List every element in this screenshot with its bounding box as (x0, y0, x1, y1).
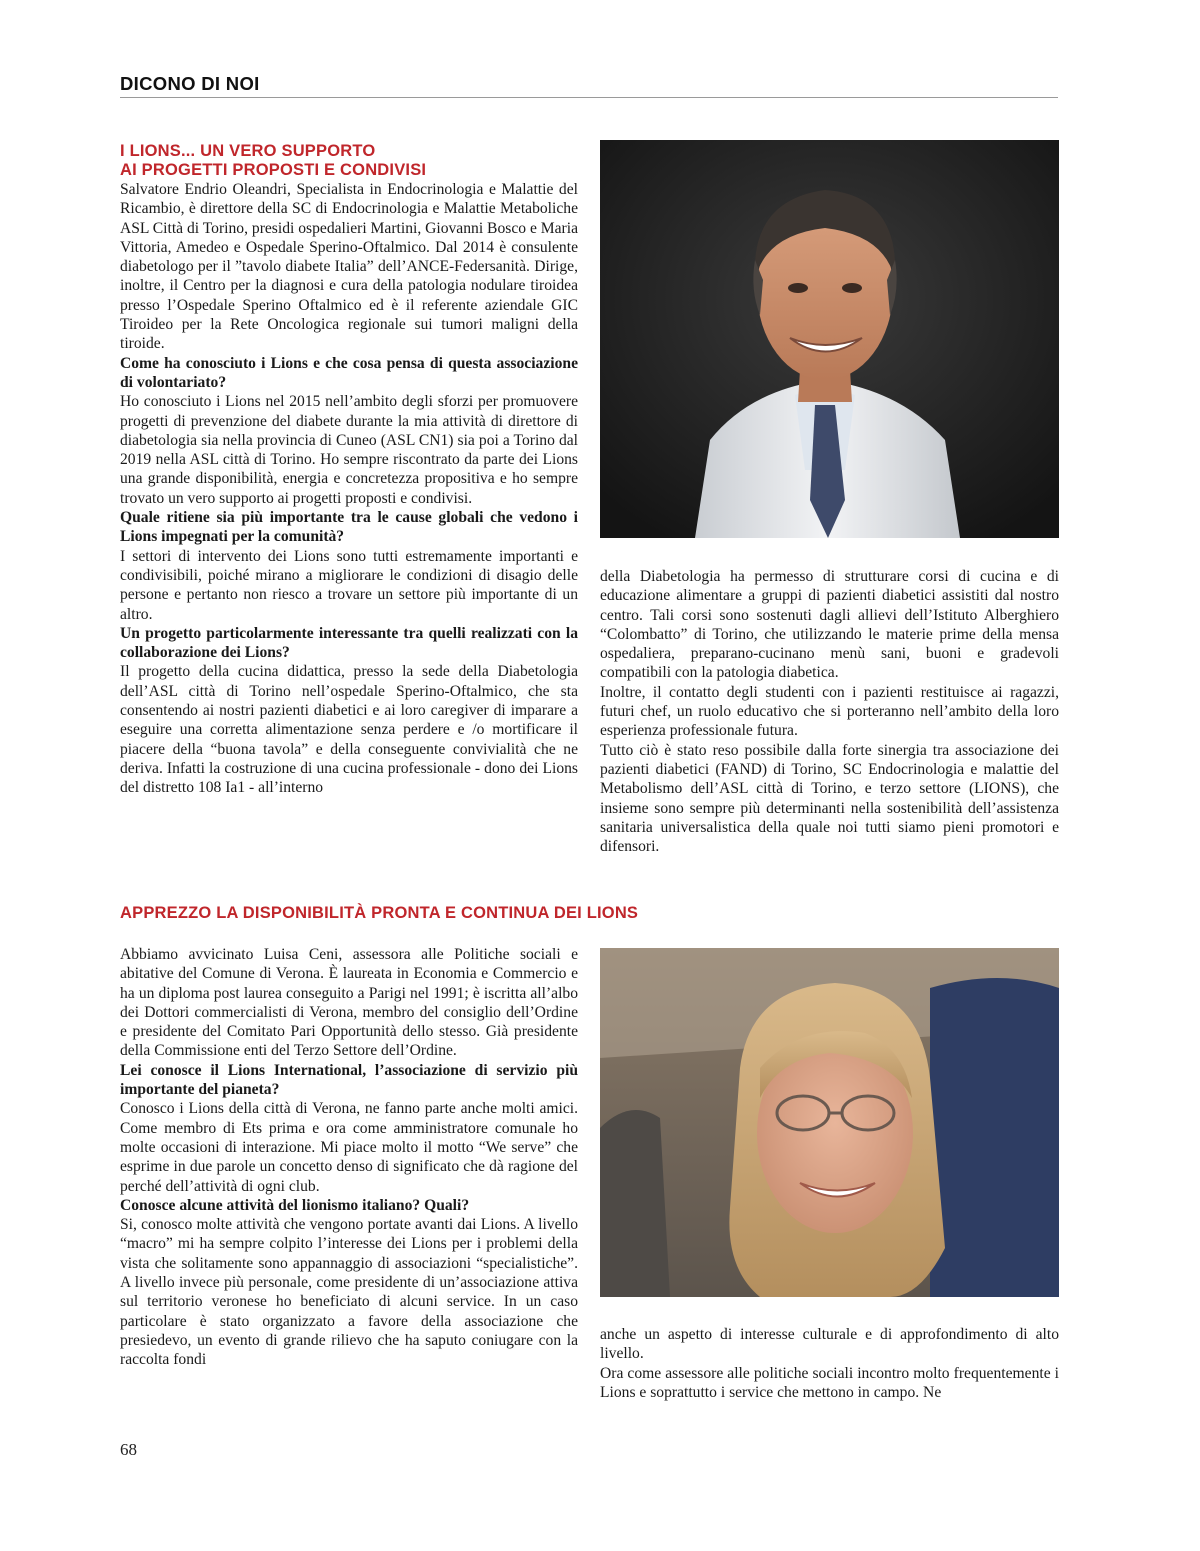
article2-answer-2: Si, conosco molte attività che vengono portate avanti dai Lions. A livello “macro” mi ha sempre colpito l’interesse dei Lions per i problemi della vista che solitamente sono appannaggio di associazioni “specialistiche”. A livello invece più personale, come presidente di un’associazione attiva sul territorio veronese ho beneficiato di alcuni service. In un caso particolare è stato organizzato a favore della associazione che presiedevo, un evento di grande rilievo che ha saputo coniugare con la raccolta fondi (120, 1216, 578, 1369)
article1-question-1: Come ha conosciuto i Lions e che cosa pensa di questa associazione di volontariato? (120, 354, 578, 391)
portrait-photo-oleandri (600, 140, 1059, 538)
portrait-photo-ceni (600, 948, 1059, 1297)
article2-headline-line-1: APPREZZO LA DISPONIBILITÀ PRONTA E CONTINUA DEI LIONS (120, 904, 639, 922)
article1-answer-1: Ho conosciuto i Lions nel 2015 nell’ambito degli sforzi per promuovere progetti di prevenzione del diabete durante la mia attività di direttore di diabetologia sia nella provincia di Cuneo (ASL CN1) sia poi a Torino dal 2019 nella ASL città di Torino. Ho sempre riscontrato da parte dei Lions una grande disponibilità, energia e concretezza propositiva e ho sempre trovato un vero supporto ai progetti proposti e condivisi. (120, 393, 578, 507)
article2-right-paragraph-2: Ora come assessore alle politiche sociali incontro molto frequentemente i Lions e soprattutto i service che mettono in campo. Ne (600, 1364, 1059, 1401)
article1-answer-2: I settori di intervento dei Lions sono tutti estremamente importanti e condivisibili, poiché mirano a migliorare le condizioni di disagio delle persone e pertanto non riesco a trovare un settore più importante di un altro. (120, 547, 578, 623)
page-number: 68 (120, 1440, 137, 1459)
article2-answer-1: Conosco i Lions della città di Verona, ne fanno parte anche molti amici. Come membro di Ets prima e ora come amministratore comunale ho molte occasioni di interazione. Mi piace molto il motto “We serve” che esprime in due parole un concetto denso di significato che dà ragione del perché dell’attività di ogni club. (120, 1100, 578, 1195)
article2-question-2: Conosce alcune attività del lionismo italiano? Quali? (120, 1196, 470, 1214)
article2-right-paragraph-1: anche un aspetto di interesse culturale e di approfondimento di alto livello. (600, 1326, 1059, 1363)
article1-headline-line-2: AI PROGETTI PROPOSTI E CONDIVISI (120, 161, 427, 179)
article1-intro: Salvatore Endrio Oleandri, Specialista in Endocrinologia e Malattie del Ricambio, è direttore della SC di Endocrinologia e Malattie Metaboliche ASL Città di Torino, presidi ospedalieri Martini, Giovanni Bosco e Maria Vittoria, Amedeo e Ospedale Sperino-Oftalmico. Dal 2014 è consulente diabetologo per il ”tavolo diabete Italia” dell’ANCE-Federsanità. Dirige, inoltre, il Centro per la diagnosi e cura della patologia nodulare tiroidea presso l’Ospedale Sperino Oftalmico ed è il referente aziendale GIC Tiroideo per la Rete Oncologica regionale sui tumori maligni della tiroide. (120, 181, 578, 353)
article2-intro: Abbiamo avvicinato Luisa Ceni, assessora alle Politiche sociali e abitative del Comune di Verona. È laureata in Economia e Commercio e ha un diploma post laurea conseguito a Parigi nel 1991; è iscritta all’albo dei Dottori commercialisti di Verona, membro del consiglio dell’Ordine e presidente del Comitato Pari Opportunità dello stesso. Già presidente della Commissione enti del Terzo Settore dell’Ordine. (120, 946, 578, 1060)
article1-headline-line-1: I LIONS... UN VERO SUPPORTO (120, 142, 376, 160)
section-label: DICONO DI NOI (120, 73, 260, 94)
article1-right-paragraph-2: Inoltre, il contatto degli studenti con i pazienti restituisce ai ragazzi, futuri chef, un ruolo educativo che si porteranno nell’ambito della loro esperienza professionale futura. (600, 683, 1059, 740)
article1-right-paragraph-1: della Diabetologia ha permesso di strutturare corsi di cucina e di educazione alimentare a gruppi di pazienti diabetici assistiti dal nostro centro. Tali corsi sono sostenuti dagli allievi dell’Istituto Alberghiero “Colombatto” di Torino, che utilizzando le materie prime della mensa ospedaliera, preparano-cucinano menù sani, buoni e gradevoli compatibili con la patologia diabetica. (600, 568, 1059, 682)
article1-right-column (600, 567, 1059, 856)
article2-right-column (600, 1325, 1059, 1402)
article1-question-3: Un progetto particolarmente interessante tra quelli realizzati con la collaborazione dei Lions? (120, 624, 578, 662)
article2-question-1: Lei conosce il Lions International, l’associazione di servizio più importante del pianeta? (120, 1061, 578, 1099)
article2-headline (120, 904, 638, 923)
article1-answer-3: Il progetto della cucina didattica, presso la sede della Diabetologia dell’ASL città di Torino nell’ospedale Sperino-Oftalmico, che sta consentendo ai nostri pazienti diabetici e ai loro caregiver di imparare a eseguire una corretta alimentazione senza perdere e /o mortificare il piacere della “buona tavola” e della conseguente convivialità che ne deriva. Infatti la costruzione di una cucina professionale - dono dei Lions del distretto 108 Ia1 - all’interno (120, 663, 578, 797)
article1-left-column (120, 180, 578, 798)
article1-right-paragraph-3: Tutto ciò è stato reso possibile dalla forte sinergia tra associazione dei pazienti diabetici (FAND) di Torino, SC Endocrinologia e malattie del Metabolismo dell’ASL città di Torino, e terzo settore (LIONS), che insieme sono sempre più determinanti nella sostenibilità dell’assistenza sanitaria universalistica della quale noi tutti siamo pieni promotori e difensori. (600, 741, 1059, 856)
article2-left-column (120, 945, 578, 1370)
article1-headline (120, 142, 426, 180)
article1-question-2: Quale ritiene sia più importante tra le cause globali che vedono i Lions impegnati per la comunità? (120, 509, 578, 546)
header-rule (120, 97, 1058, 98)
